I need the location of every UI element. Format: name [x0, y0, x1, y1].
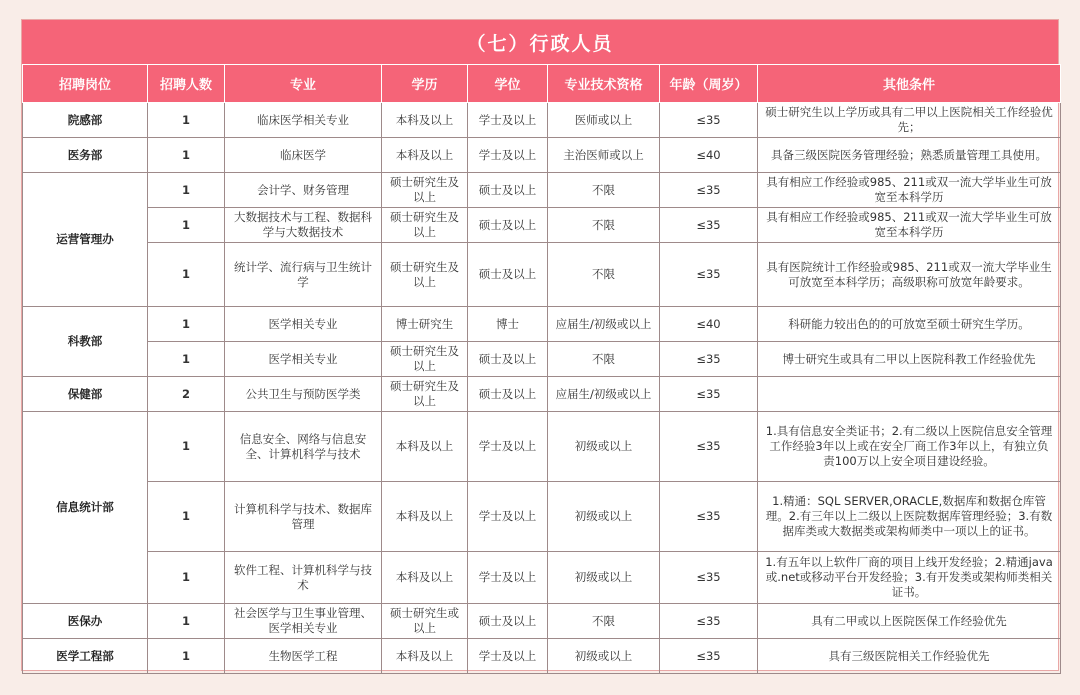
education-cell: 本科及以上 — [382, 639, 468, 674]
age-cell: ≤35 — [660, 243, 758, 307]
qualification-cell: 应届生/初级或以上 — [548, 307, 660, 342]
position-cell: 信息统计部 — [23, 412, 148, 604]
table-row — [23, 307, 1061, 342]
header-education: 学历 — [382, 65, 468, 103]
other-cell: 具有二甲或以上医院医保工作经验优先 — [758, 604, 1061, 639]
qualification-cell: 医师或以上 — [548, 103, 660, 138]
other-cell: 具有医院统计工作经验或985、211或双一流大学毕业生可放宽至本科学历；高级职称可放宽年龄要求。 — [758, 243, 1061, 307]
age-cell: ≤35 — [660, 482, 758, 552]
count-cell: 1 — [148, 243, 225, 307]
age-cell: ≤35 — [660, 412, 758, 482]
education-cell: 硕士研究生及以上 — [382, 342, 468, 377]
count-cell: 1 — [148, 639, 225, 674]
position-cell: 科教部 — [23, 307, 148, 377]
count-cell: 1 — [148, 307, 225, 342]
major-cell: 临床医学 — [225, 138, 382, 173]
other-cell: 具有三级医院相关工作经验优先 — [758, 639, 1061, 674]
major-cell: 会计学、财务管理 — [225, 173, 382, 208]
education-cell: 硕士研究生及以上 — [382, 208, 468, 243]
age-cell: ≤35 — [660, 103, 758, 138]
table-row — [23, 639, 1061, 674]
major-cell: 医学相关专业 — [225, 342, 382, 377]
count-cell: 1 — [148, 103, 225, 138]
major-cell: 软件工程、计算机科学与技术 — [225, 552, 382, 604]
table-row — [23, 604, 1061, 639]
table-title: （七）行政人员 — [22, 20, 1058, 64]
table-row — [23, 138, 1061, 173]
table-row — [23, 552, 1061, 604]
position-cell: 医务部 — [23, 138, 148, 173]
degree-cell: 学士及以上 — [468, 639, 548, 674]
education-cell: 硕士研究生及以上 — [382, 243, 468, 307]
recruitment-table — [22, 64, 1061, 674]
count-cell: 1 — [148, 173, 225, 208]
position-cell: 医保办 — [23, 604, 148, 639]
qualification-cell: 不限 — [548, 342, 660, 377]
qualification-cell: 初级或以上 — [548, 412, 660, 482]
degree-cell: 学士及以上 — [468, 412, 548, 482]
count-cell: 1 — [148, 342, 225, 377]
age-cell: ≤35 — [660, 342, 758, 377]
header-major: 专业 — [225, 65, 382, 103]
count-cell: 1 — [148, 138, 225, 173]
table-row — [23, 412, 1061, 482]
count-cell: 1 — [148, 552, 225, 604]
qualification-cell: 初级或以上 — [548, 482, 660, 552]
qualification-cell: 不限 — [548, 173, 660, 208]
education-cell: 本科及以上 — [382, 103, 468, 138]
table-row — [23, 103, 1061, 138]
education-cell: 硕士研究生或以上 — [382, 604, 468, 639]
qualification-cell: 不限 — [548, 604, 660, 639]
other-cell: 具有相应工作经验或985、211或双一流大学毕业生可放宽至本科学历 — [758, 208, 1061, 243]
table-row — [23, 482, 1061, 552]
count-cell: 1 — [148, 604, 225, 639]
age-cell: ≤35 — [660, 208, 758, 243]
qualification-cell: 初级或以上 — [548, 552, 660, 604]
age-cell: ≤35 — [660, 173, 758, 208]
position-cell: 保健部 — [23, 377, 148, 412]
major-cell: 信息安全、网络与信息安全、计算机科学与技术 — [225, 412, 382, 482]
table-row — [23, 173, 1061, 208]
other-cell: 1.精通：SQL SERVER,ORACLE,数据库和数据仓库管理。2.有三年以上二级以上医院数据库管理经验；3.有数据库类或大数据类或架构师类中一项以上的证书。 — [758, 482, 1061, 552]
count-cell: 1 — [148, 482, 225, 552]
major-cell: 社会医学与卫生事业管理、医学相关专业 — [225, 604, 382, 639]
degree-cell: 硕士及以上 — [468, 243, 548, 307]
age-cell: ≤35 — [660, 639, 758, 674]
degree-cell: 学士及以上 — [468, 552, 548, 604]
age-cell: ≤35 — [660, 377, 758, 412]
qualification-cell: 主治医师或以上 — [548, 138, 660, 173]
education-cell: 博士研究生 — [382, 307, 468, 342]
degree-cell: 硕士及以上 — [468, 342, 548, 377]
table-row — [23, 208, 1061, 243]
count-cell: 1 — [148, 208, 225, 243]
degree-cell: 硕士及以上 — [468, 173, 548, 208]
degree-cell: 学士及以上 — [468, 482, 548, 552]
major-cell: 统计学、流行病与卫生统计学 — [225, 243, 382, 307]
age-cell: ≤40 — [660, 138, 758, 173]
other-cell: 具有相应工作经验或985、211或双一流大学毕业生可放宽至本科学历 — [758, 173, 1061, 208]
age-cell: ≤35 — [660, 552, 758, 604]
degree-cell: 学士及以上 — [468, 138, 548, 173]
table-row — [23, 377, 1061, 412]
education-cell: 硕士研究生及以上 — [382, 377, 468, 412]
other-cell: 具备三级医院医务管理经验；熟悉质量管理工具使用。 — [758, 138, 1061, 173]
recruitment-table-frame — [21, 19, 1059, 671]
count-cell: 1 — [148, 412, 225, 482]
header-position: 招聘岗位 — [23, 65, 148, 103]
qualification-cell: 不限 — [548, 243, 660, 307]
major-cell: 临床医学相关专业 — [225, 103, 382, 138]
major-cell: 医学相关专业 — [225, 307, 382, 342]
degree-cell: 硕士及以上 — [468, 604, 548, 639]
table-row — [23, 243, 1061, 307]
other-cell — [758, 377, 1061, 412]
education-cell: 本科及以上 — [382, 412, 468, 482]
education-cell: 硕士研究生及以上 — [382, 173, 468, 208]
other-cell: 1.有五年以上软件厂商的项目上线开发经验；2.精通java或.net或移动平台开发经验；3.有开发类或架构师类相关证书。 — [758, 552, 1061, 604]
major-cell: 计算机科学与技术、数据库管理 — [225, 482, 382, 552]
count-cell: 2 — [148, 377, 225, 412]
other-cell: 硕士研究生以上学历或具有二甲以上医院相关工作经验优先； — [758, 103, 1061, 138]
education-cell: 本科及以上 — [382, 138, 468, 173]
education-cell: 本科及以上 — [382, 552, 468, 604]
table-row — [23, 342, 1061, 377]
header-count: 招聘人数 — [148, 65, 225, 103]
age-cell: ≤35 — [660, 604, 758, 639]
other-cell: 博士研究生或具有二甲以上医院科教工作经验优先 — [758, 342, 1061, 377]
position-cell: 运营管理办 — [23, 173, 148, 307]
degree-cell: 硕士及以上 — [468, 208, 548, 243]
degree-cell: 博士 — [468, 307, 548, 342]
header-row — [23, 65, 1061, 103]
position-cell: 医学工程部 — [23, 639, 148, 674]
header-age: 年龄（周岁） — [660, 65, 758, 103]
major-cell: 大数据技术与工程、数据科学与大数据技术 — [225, 208, 382, 243]
qualification-cell: 应届生/初级或以上 — [548, 377, 660, 412]
qualification-cell: 初级或以上 — [548, 639, 660, 674]
header-degree: 学位 — [468, 65, 548, 103]
education-cell: 本科及以上 — [382, 482, 468, 552]
other-cell: 1.具有信息安全类证书；2.有二级以上医院信息安全管理工作经验3年以上或在安全厂商工作3年以上，有独立负责100万以上安全项目建设经验。 — [758, 412, 1061, 482]
qualification-cell: 不限 — [548, 208, 660, 243]
major-cell: 公共卫生与预防医学类 — [225, 377, 382, 412]
age-cell: ≤40 — [660, 307, 758, 342]
other-cell: 科研能力较出色的的可放宽至硕士研究生学历。 — [758, 307, 1061, 342]
degree-cell: 学士及以上 — [468, 103, 548, 138]
position-cell: 院感部 — [23, 103, 148, 138]
degree-cell: 硕士及以上 — [468, 377, 548, 412]
major-cell: 生物医学工程 — [225, 639, 382, 674]
header-other: 其他条件 — [758, 65, 1061, 103]
header-qualification: 专业技术资格 — [548, 65, 660, 103]
